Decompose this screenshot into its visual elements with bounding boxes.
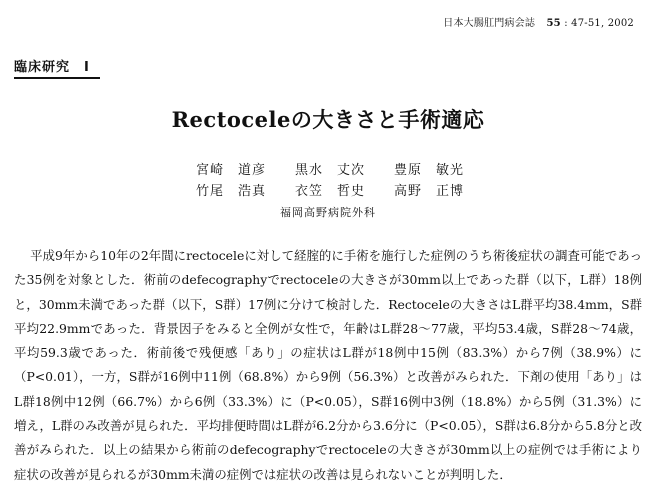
- paper-title: Rectoceleの大きさと手術適応: [171, 107, 485, 132]
- journal-volume: 55: [546, 18, 561, 29]
- abstract-text: 平成9年から10年の2年間にrectoceleに対して経腟的に手術を施行した症例のうち術後症状の調査可能であった35例を対象とした．術前のdefecographyでrectoceleの大きさが30mm以上であった群（以下，L群）18例と，30mm未満であった群（以下，S群）17例に分けて検討した．Rectoceleの大きさはL群平均38.4mm，S群平均22.9mmであった．背景因子をみると全例が女性で，年齢はL群28～77歳，平均53.4歳，S群28～74歳，平均59.3歳であった．術前後で残便感「あり」の症状はL群が18例中15例（83.3%）から7例（38.9%）に（P<0.01），一方，S群が16例中11例（68.8%）から9例（56.3%）と改善がみられた．下剤の使用「あり」はL群18例中12例（66.7%）から6例（33.3%）に（P<0.05），S群16例中3例（18.8%）から5例（31.3%）に増え，L群のみ改善が見られた．平均排便時間はL群が6.2分から3.6分に（P<0.05），S群は6.8分から5.8分と改善がみられた．以上の結果から術前のdefecographyでrectoceleの大きさが30mm以上の症例では手術により症状の改善が見られるが30mm未満の症例では症状の改善は見られないことが判明した．: [14, 248, 642, 482]
- journal-pages: : 47-51, 2002: [564, 18, 634, 29]
- journal-name: 日本大腸肛門病会誌: [443, 18, 536, 29]
- section-label: 臨床研究 I: [14, 56, 100, 79]
- author: 黒水 丈次: [295, 163, 366, 178]
- author: 竹尾 浩真: [196, 184, 267, 199]
- author-list: [196, 160, 496, 202]
- author: 宮崎 道彦: [196, 163, 267, 178]
- author-row: [196, 181, 496, 202]
- author: 衣笠 哲史: [295, 184, 366, 199]
- author: 高野 正博: [394, 184, 465, 199]
- author-row: [196, 160, 496, 181]
- affiliation: 福岡高野病院外科: [280, 206, 376, 219]
- author: 豊原 敏光: [394, 163, 465, 178]
- journal-header: [443, 14, 634, 29]
